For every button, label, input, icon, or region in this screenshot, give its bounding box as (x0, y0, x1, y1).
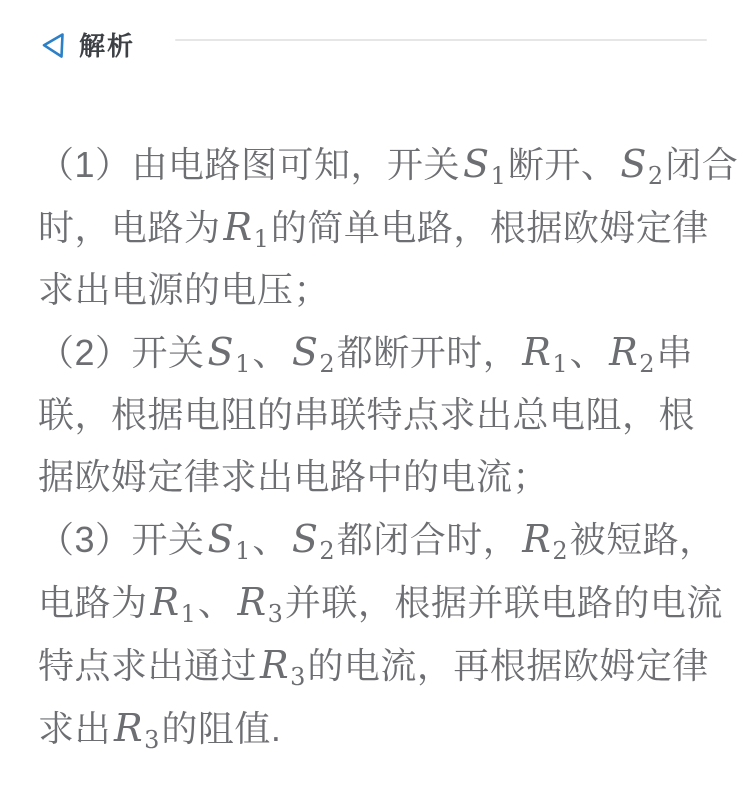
math-variable: $S_1$ (463, 142, 506, 190)
math-variable: $R_1$ (150, 580, 196, 628)
text-line: 时，电路为$R_1$的简单电路，根据欧姆定律 (38, 205, 709, 253)
text-line: （3）开关$S_1$、$S_2$都闭合时，$R_2$被短路， (38, 517, 716, 565)
triangle-left-icon (40, 31, 66, 59)
text-line: 电路为$R_1$、$R_3$并联，根据并联电路的电流 (38, 580, 723, 628)
math-variable: $S_1$ (207, 330, 251, 378)
math-variable: $S_2$ (291, 330, 335, 378)
math-variable: $S_1$ (207, 517, 251, 565)
text-line: （1）由电路图可知，开关$S_1$断开、$S_2$闭合 (38, 142, 739, 190)
math-variable: $R_1$ (223, 205, 269, 253)
text-line: 联，根据电阻的串联特点求出总电阻，根 (38, 394, 696, 435)
solution-paragraphs (38, 133, 739, 760)
math-variable: $R_2$ (609, 330, 655, 378)
text-line: 求出$R_3$的阻值. (38, 706, 282, 754)
paragraph (38, 133, 739, 321)
section-title: 解析 (79, 31, 136, 61)
math-variable: $R_3$ (114, 706, 160, 754)
text-line: 特点求出通过$R_3$的电流，再根据欧姆定律 (38, 643, 709, 691)
math-variable: $R_1$ (522, 330, 568, 378)
paragraph (38, 508, 728, 760)
text-line: 据欧姆定律求出电路中的电流； (38, 456, 550, 497)
math-variable: $S_2$ (620, 142, 664, 190)
text-line: 求出电源的电压； (38, 269, 331, 310)
header-divider (175, 39, 707, 41)
math-variable: $R_3$ (237, 580, 283, 628)
paragraph (38, 321, 728, 508)
math-variable: $R_2$ (522, 517, 568, 565)
math-variable: $S_2$ (291, 517, 335, 565)
math-variable: $R_3$ (260, 643, 306, 691)
text-line: （2）开关$S_1$、$S_2$都断开时，$R_1$、$R_2$串 (38, 330, 694, 378)
section-header (40, 26, 135, 63)
